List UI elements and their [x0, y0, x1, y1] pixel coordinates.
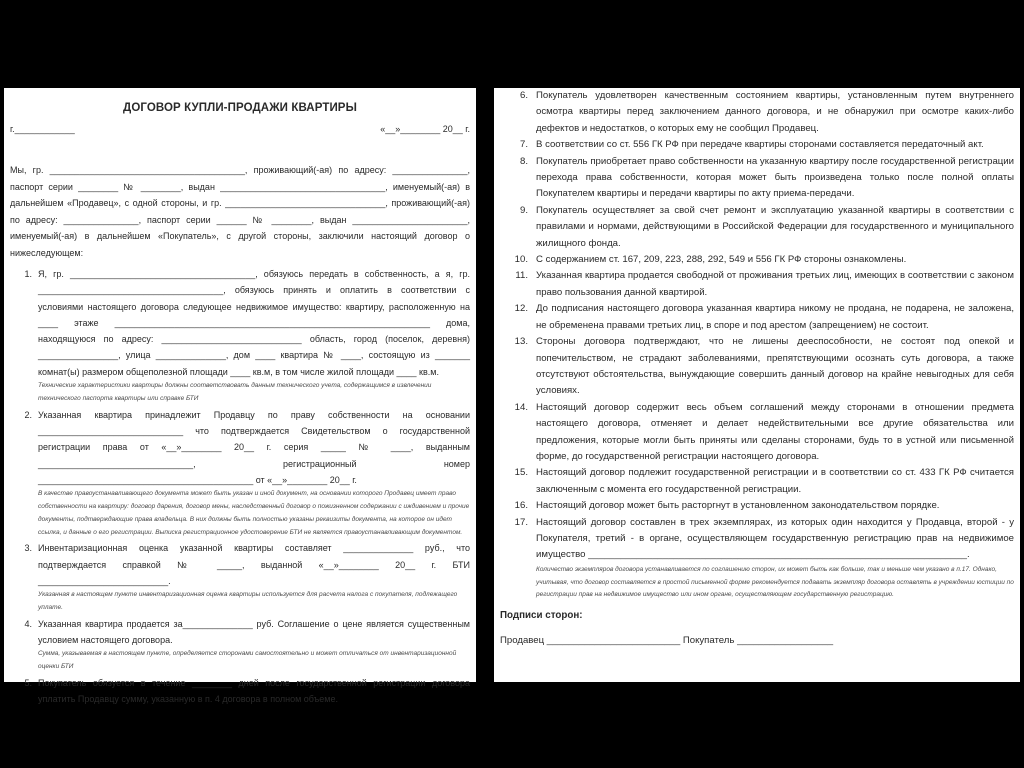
clause-text: Настоящий договор может быть расторгнут в установленном законодательством порядке. — [536, 500, 940, 512]
clause-number: 9. — [519, 204, 528, 216]
signature-line — [500, 635, 1014, 646]
clause-text: Инвентаризационная оценка указанной квартиры составляет ______________ руб., что подтверждается справкой № _____, выданной «__»________ 20__ г. БТИ __________________________. — [38, 543, 470, 586]
signatures-heading: Подписи сторон: — [500, 610, 583, 622]
document-page-1 — [4, 88, 476, 705]
city-field: г.____________ — [10, 124, 75, 134]
clause-number: 2. — [24, 409, 32, 420]
clause-number: 6. — [519, 90, 528, 101]
clause-item — [500, 154, 1014, 203]
clause-item — [500, 498, 1014, 514]
date-field: «__»________ 20__ г. — [380, 124, 470, 134]
clause-item — [10, 540, 470, 589]
document-page-2 — [494, 88, 1020, 682]
clause-text: Настоящий договор подлежит государственной регистрации и в соответствии со ст. 433 ГК РФ считается заключенным с момента его государственной регистрации. — [536, 467, 1014, 495]
clause-item — [500, 268, 1014, 301]
clause-note: В качестве правоустанавливающего документа может быть указан и иной документ, на основании которого Продавец имеет право собственности на квартиру: договор дарения, договор мены, наследственный договор о пожизненном содержании с иждивением и прочие документы, подтверждающие права владельца. В них должны быть полностью указаны реквизиты документа, на которое он идет ссылка, и данные о его регистрации. Выписка регистрационное удостоверение БТИ не является правоустанавливающим документом. — [38, 490, 470, 536]
clause-item — [500, 203, 1014, 252]
clause-number: 11. — [515, 270, 528, 282]
clause-number: 3. — [24, 543, 32, 554]
clause-number: 12. — [514, 303, 528, 315]
seller-label: Продавец — [500, 635, 545, 647]
clause-text: С содержанием ст. 167, 209, 223, 288, 292, 549 и 556 ГК РФ стороны ознакомлены. — [536, 254, 907, 266]
buyer-signature-field: __________________ — [737, 635, 834, 647]
clause-text: Покупатель удовлетворен качественным состоянием квартиры, установленным путем внутреннего осмотра квартиры перед заключением данного договора, и не обнаружил при осмотре каких-либо дефектов и недостатков, о которых ему не сообщил Продавец. — [536, 90, 1014, 134]
clause-item — [500, 465, 1014, 498]
clause-item — [500, 400, 1014, 466]
clause-item — [500, 515, 1014, 564]
clause-item — [10, 675, 470, 708]
clause-text: Настоящий договор содержит весь объем соглашений между сторонами в отношении предмета настоящего договора, отменяет и делает недействительными все другие обязательства или предложения, которые могли быть приняты или сделаны сторонами, будь то в устной или письменной форме, до государственной регистрации настоящего договора. — [536, 401, 1014, 462]
place-date-row — [10, 124, 470, 134]
clause-number: 7. — [519, 139, 528, 151]
clause-number: 8. — [519, 155, 528, 167]
clause-number: 4. — [24, 618, 32, 629]
clause-number: 16. — [514, 500, 528, 512]
clause-item — [10, 616, 470, 649]
clause-text: До подписания настоящего договора указанная квартира никому не продана, не подарена, не заложена, не обременена правами третьих лиц, в споре и под арестом (запрещением) не состоит. — [536, 303, 1014, 331]
seller-signature-field: _________________________ — [546, 635, 681, 647]
clause-text: Покупатель осуществляет за свой счет ремонт и эксплуатацию указанной квартиры в соответствии с правилами и нормами, действующими в Российской Федерации для государственного и муниципального жилищного фонда. — [536, 204, 1014, 249]
clause-text: Настоящий договор составлен в трех экземплярах, из которых один находится у Продавца, второй - у Покупателя, третий - в органе, осуществляющем государственную регистрацию прав на недвижимое имущество _______________________________________________________________________. — [536, 516, 1014, 561]
clause-text: Я, гр. _____________________________________, обязуюсь передать в собственность, а я, гр. _____________________________________, обязуюсь принять и оплатить в соответствии с условиями настоящего договора следующее недвижимое имущество: квартиру, расположенную на ____ этаже _______________________________________________________________ дома, находящуюся по адресу: ____________________________ область, город (поселок, деревня) ________________, улица ______________, дом ____ квартира № ____, состоящую из _______ комнат(ы) размером общеполезной площади ____ кв.м, в том числе жилой площади ____ кв.м. — [38, 269, 470, 377]
intro-paragraph: Мы, гр. _______________________________________, проживающий(-ая) по адресу: _______________, паспорт серии ________ № ________, выдан _________________________________, именуемый(-ая) в дальнейшем «Продавец», с одной стороны, и гр. ________________________________, проживающий(-ая) по адресу: _______________, паспорт серии ______ № ________, выдан _______________________, именуемый(-ая) в дальнейшем «Покупатель», с другой стороны, заключили настоящий договор о нижеследующем: — [10, 165, 470, 258]
clause-note: Указанная в настоящем пункте инвентаризационная оценка квартиры используется для расчета налога с покупателя, подлежащего уплате. — [38, 591, 458, 612]
clause-item — [10, 266, 470, 380]
clause-text: Указанная квартира продается свободной от проживания третьих лиц, имеющих в соответствии с законом право пользования данной квартирой. — [536, 270, 1014, 298]
clause-item — [500, 137, 1014, 153]
clause-text: Покупатель обязуется в течение ________ дней после государственной регистрации договора уплатить Продавцу сумму, указанную в п. 4 договора в полном объеме. — [38, 678, 470, 705]
clause-text: В соответствии со ст. 556 ГК РФ при передаче квартиры сторонами составляется передаточный акт. — [536, 139, 984, 151]
clause-item — [500, 252, 1014, 268]
clause-text: Указанная квартира принадлежит Продавцу по праву собственности на основании _____________________________ что подтверждается Свидетельством о государственной регистрации права от «__»________ 20__ г. серия _____ № ____, выданным _______________________________, регистрационный номер ___________________________________________ от «__»________ 20__ г. — [38, 409, 470, 485]
buyer-label: Покупатель — [682, 635, 735, 647]
document-title: ДОГОВОР КУПЛИ-ПРОДАЖИ КВАРТИРЫ — [123, 102, 357, 114]
clause-note: Количество экземпляров договора устанавливается по соглашению сторон, их может быть как больше, так и меньше чем указано в п.17. Однако, учитывая, что договор составляется в простой письменной форме рекомендуется подавать экземпляр договора оставлять в учреждении юстиции по регистрации прав на недвижимое имущество или ином органе, осуществляющем государственную регистрацию. — [536, 565, 1014, 599]
clause-number: 5. — [24, 678, 32, 689]
clause-item — [500, 301, 1014, 334]
clause-number: 10. — [514, 254, 528, 266]
clause-note: Сумма, указываемая в настоящем пункте, определяется сторонами самостоятельно и может отличаться от инвентаризационной оценки БТИ — [38, 650, 457, 671]
clause-number: 15. — [514, 467, 528, 479]
clause-item — [10, 407, 470, 488]
clause-number: 1. — [24, 269, 32, 279]
clause-number: 13. — [514, 336, 528, 348]
clause-item — [500, 334, 1014, 400]
clause-text: Стороны договора подтверждают, что не лишены дееспособности, не состоят под опекой и попечительством, не страдают заболеваниями, препятствующими осознать суть договора, а также отсутствуют обстоятельства, вынуждающие совершить данный договор на крайне невыгодных для себя условиях. — [536, 336, 1014, 397]
clause-number: 17. — [514, 516, 528, 528]
clause-text: Указанная квартира продается за______________ руб. Соглашение о цене является существенным условием настоящего договора. — [38, 618, 470, 646]
clause-text: Покупатель приобретает право собственности на указанную квартиру после государственной регистрации перехода права собственности, которая может быть произведена только после полной оплаты Покупателем квартиры и передачи квартиры по акту приема-передачи. — [536, 155, 1014, 200]
clause-note: Технические характеристики квартиры должны соответствовать данным технического учета, содержащимся в извлечении технического паспорта квартиры или справке БТИ — [38, 382, 432, 402]
clause-number: 14. — [514, 401, 528, 413]
clause-item — [500, 88, 1014, 137]
